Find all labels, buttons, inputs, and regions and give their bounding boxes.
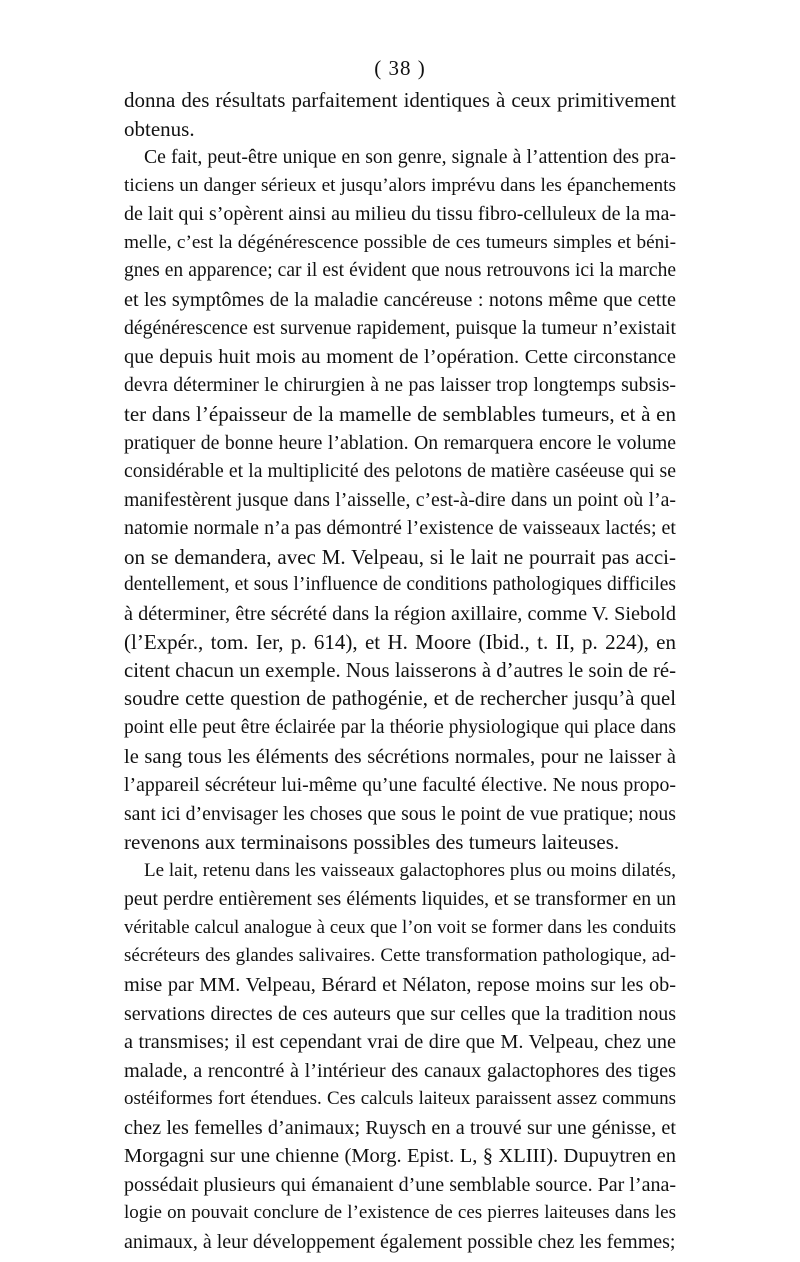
text-line: pratiquer de bonne heure l’ablation. On remarquera encore le volume — [124, 431, 676, 454]
text-line: considérable et la multiplicité des pelotons de matière caséeuse qui se — [124, 460, 676, 483]
text-line: obtenus. — [124, 116, 195, 141]
text-line: malade, a rencontré à l’intérieur des canaux galactophores des tiges — [124, 1059, 676, 1082]
body-text — [124, 86, 676, 1256]
text-line: le sang tous les éléments des sécrétions normales, pour ne laisser à — [124, 745, 676, 768]
text-line: (l’Expér., tom. Ier, p. 614), et H. Moore (Ibid., t. II, p. 224), en — [124, 630, 676, 655]
text-line: l’appareil sécréteur lui-même qu’une faculté élective. Ne nous propo- — [124, 774, 676, 797]
paragraph — [124, 143, 676, 857]
text-line: devra déterminer le chirurgien à ne pas laisser trop longtemps subsis- — [124, 374, 676, 397]
text-line: servations directes de ces auteurs que sur celles que la tradition nous — [124, 1002, 676, 1025]
text-line: mise par MM. Velpeau, Bérard et Nélaton, repose moins sur les ob- — [124, 973, 676, 996]
text-line: gnes en apparence; car il est évident que nous retrouvons ici la marche — [124, 260, 676, 282]
text-line: Morgagni sur une chienne (Morg. Epist. L, § XLIII). Dupuytren en — [124, 1145, 676, 1168]
text-line: chez les femelles d’animaux; Ruysch en a trouvé sur une génisse, et — [124, 1116, 676, 1139]
text-line: dentellement, et sous l’influence de conditions pathologiques difficiles — [124, 574, 676, 596]
text-line: Le lait, retenu dans les vaisseaux galactophores plus ou moins dilatés, — [144, 859, 676, 881]
text-line: à déterminer, être sécrété dans la région axillaire, comme V. Siebold — [124, 602, 676, 625]
text-line: ticiens un danger sérieux et jusqu’alors imprévu dans les épanchements — [124, 174, 676, 196]
text-line: dégénérescence est survenue rapidement, puisque la tumeur n’existait — [124, 317, 676, 340]
text-line: ostéiformes fort étendues. Ces calculs laiteux paraissent assez communs — [124, 1088, 676, 1110]
text-line: melle, c’est la dégénérescence possible de ces tumeurs simples et béni- — [124, 231, 676, 253]
text-line: manifestèrent jusque dans l’aisselle, c’est-à-dire dans un point où l’a- — [124, 488, 676, 511]
text-line: possédait plusieurs qui émanaient d’une semblable source. Par l’ana- — [124, 1173, 676, 1196]
text-line: revenons aux terminaisons possibles des tumeurs laiteuses. — [124, 830, 620, 855]
text-line: logie on pouvait conclure de l’existence de ces pierres laiteuses dans les — [124, 1202, 676, 1224]
text-line: animaux, à leur développement également possible chez les femmes; — [124, 1230, 676, 1253]
text-line: peut perdre entièrement ses éléments liquides, et se transformer en un — [124, 888, 676, 911]
text-line: sant ici d’envisager les choses que sous le point de vue pratique; nous — [124, 802, 676, 825]
page-number: ( 38 ) — [374, 56, 426, 80]
text-line: soudre cette question de pathogénie, et de rechercher jusqu’à quel — [124, 688, 676, 711]
paragraph — [124, 857, 676, 1257]
text-line: ter dans l’épaisseur de la mamelle de semblables tumeurs, et à en — [124, 402, 676, 427]
text-line: véritable calcul analogue à ceux que l’on voit se former dans les conduits — [124, 916, 676, 938]
text-line: point elle peut être éclairée par la théorie physiologique qui place dans — [124, 717, 676, 739]
paragraph — [124, 86, 676, 143]
text-line: a transmises; il est cependant vrai de dire que M. Velpeau, chez une — [124, 1031, 676, 1054]
text-line: de lait qui s’opèrent ainsi au milieu du tissu fibro-celluleux de la ma- — [124, 203, 677, 226]
text-line: natomie normale n’a pas démontré l’existence de vaisseaux lactés; et — [124, 517, 676, 540]
text-line: donna des résultats parfaitement identiques à ceux primitivement — [124, 88, 676, 112]
text-line: citent chacun un exemple. Nous laisserons à d’autres le soin de ré- — [124, 659, 676, 682]
text-line: que depuis huit mois au moment de l’opération. Cette circonstance — [124, 345, 676, 368]
text-line: Ce fait, peut-être unique en son genre, signale à l’attention des pra- — [144, 146, 676, 169]
text-line: sécréteurs des glandes salivaires. Cette transformation pathologique, ad- — [124, 945, 676, 967]
text-line: et les symptômes de la maladie cancéreuse : notons même que cette — [124, 288, 676, 311]
text-line: on se demandera, avec M. Velpeau, si le lait ne pourrait pas acci- — [124, 544, 676, 569]
